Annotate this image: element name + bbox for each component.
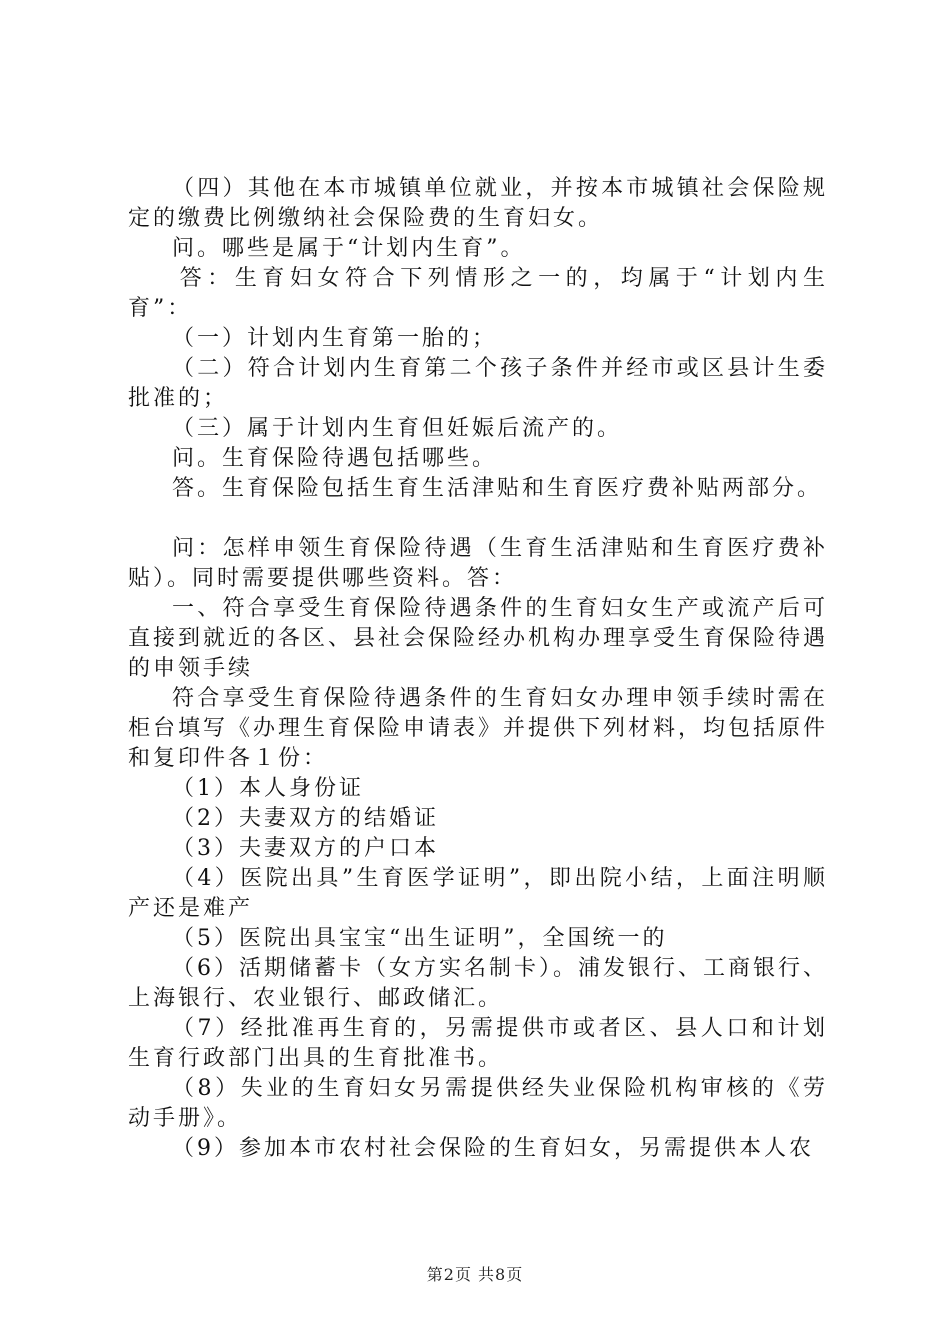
material-birth-approval: （7）经批准再生育的，另需提供市或者区、县人口和计划生育行政部门出具的生育批准书。 [128, 1016, 828, 1071]
list-item-first-child: （一）计划内生育第一胎的； [172, 326, 498, 351]
paragraph-category-four: （四）其他在本市城镇单位就业，并按本市城镇社会保险规定的缴费比例缴纳社会保险费的生育妇女。 [128, 176, 828, 231]
list-item-second-child: （二）符合计划内生育第二个孩子条件并经市或区县计生委批准的； [128, 356, 828, 411]
material-household-register: （3）夫妻双方的户口本 [172, 836, 439, 861]
material-marriage-certificate: （2）夫妻双方的结婚证 [172, 806, 439, 831]
question-planned-birth: 问。哪些是属于“计划内生育”。 [172, 236, 526, 261]
page-number-footer: 第2页 共8页 [426, 1265, 524, 1284]
answer-benefits: 答。生育保险包括生育生活津贴和生育医疗费补贴两部分。 [172, 476, 823, 501]
material-savings-card: （6）活期储蓄卡（女方实名制卡）。浦发银行、工商银行、上海银行、农业银行、邮政储汇。 [128, 956, 828, 1011]
step-one-apply-location: 一、符合享受生育保险待遇条件的生育妇女生产或流产后可直接到就近的各区、县社会保险经办机构办理享受生育保险待遇的申领手续 [128, 596, 829, 681]
paragraph-spacer [128, 504, 828, 534]
required-materials-intro: 符合享受生育保险待遇条件的生育妇女办理申领手续时需在柜台填写《办理生育保险申请表》并提供下列材料，均包括原件和复印件各１份： [128, 686, 829, 771]
document-body [128, 174, 828, 1164]
material-rural-insurance: （9）参加本市农村社会保险的生育妇女，另需提供本人农 [172, 1136, 814, 1161]
material-labor-handbook: （8）失业的生育妇女另需提供经失业保险机构审核的《劳动手册》。 [128, 1076, 828, 1131]
question-how-to-apply: 问：怎样申领生育保险待遇（生育生活津贴和生育医疗费补贴）。同时需要提供哪些资料。答： [128, 536, 828, 591]
material-birth-certificate: （5）医院出具宝宝“出生证明”，全国统一的 [172, 926, 668, 951]
list-item-miscarriage: （三）属于计划内生育但妊娠后流产的。 [172, 416, 623, 441]
question-benefits: 问。生育保险待遇包括哪些。 [172, 446, 498, 471]
answer-planned-birth: 答：生育妇女符合下列情形之一的，均属于“计划内生育”： [128, 266, 828, 321]
material-id-card: （1）本人身份证 [172, 776, 364, 801]
material-medical-certificate: （4）医院出具”生育医学证明”，即出院小结，上面注明顺产还是难产 [128, 866, 828, 921]
